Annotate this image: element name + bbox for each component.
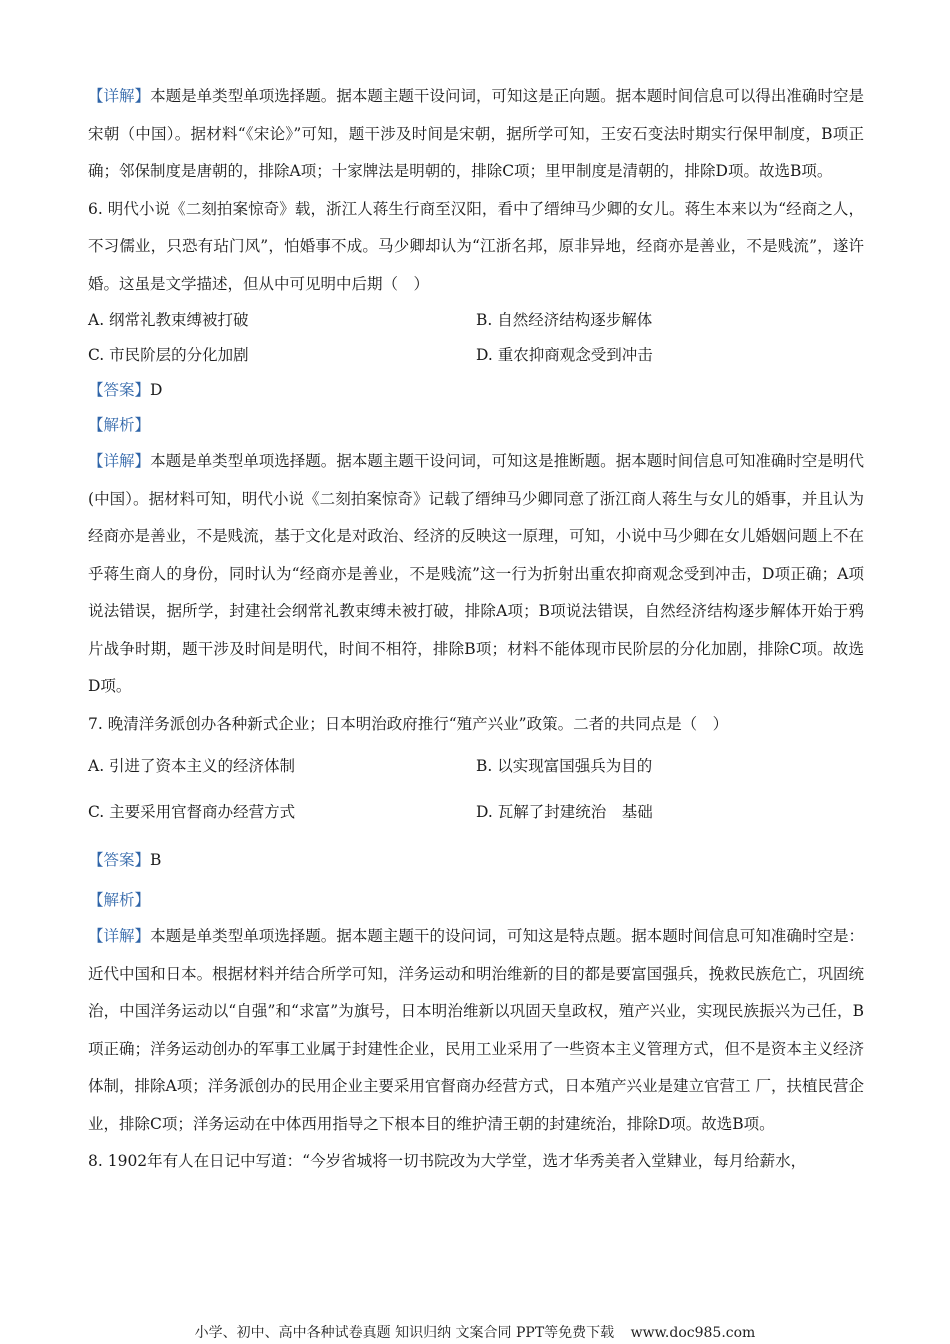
- q7-stem: 7. 晚清洋务派创办各种新式企业；日本明治政府推行“殖产兴业”政策。二者的共同点是（ ）: [88, 714, 729, 733]
- footer-link[interactable]: www.doc985.com: [630, 1325, 756, 1341]
- answer-value: D: [150, 381, 163, 399]
- option-c: C. 市民阶层的分化加剧: [88, 346, 249, 364]
- detail-tag: 【详解】: [88, 452, 151, 470]
- q6-analysis-tag: 【解析】: [88, 416, 151, 434]
- detail-tag: 【详解】: [88, 87, 151, 105]
- detail-text: 本题是单类型单项选择题。据本题主题干设问词，可知这是正向题。据本题时间信息可以得出准确时空是宋朝（中国）。据材料“《宋论》”可知，题干涉及时间是宋朝，据所学可知，王安石变法时期实行保甲制度，B项正确；邻保制度是唐朝的，排除A项；十家牌法是明朝的，排除C项；里甲制度是清朝的，排除D项。故选B项。: [88, 87, 864, 180]
- q6-answer: [88, 373, 864, 408]
- q7-answer: [88, 837, 864, 883]
- option-c: C. 主要采用官督商办经营方式: [88, 803, 296, 821]
- option-d: D. 重农抑商观念受到冲击: [476, 346, 653, 364]
- page-content: [88, 78, 864, 1181]
- detail-tag: 【详解】: [88, 927, 151, 945]
- q6-stem: 6. 明代小说《二刻拍案惊奇》载，浙江人蒋生行商至汉阳，看中了缙绅马少卿的女儿。蒋生本来以为“经商之人，不习儒业，只恐有玷门风”，怕婚事不成。马少卿却认为“江浙名邦，原非异地，经商亦是善业，不是贱流”，遂许婚。这虽是文学描述，但从中可见明中后期（ ）: [88, 199, 864, 293]
- q6-options: [88, 303, 864, 373]
- option-b: B. 以实现富国强兵为目的: [476, 757, 653, 775]
- q8-stem: 8. 1902年有人在日记中写道：“今岁省城将一切书院改为大学堂，选才华秀美者入堂肄业，每月给薪水，: [88, 1152, 807, 1170]
- q5-detail: [88, 78, 864, 191]
- option-b: B. 自然经济结构逐步解体: [476, 311, 653, 329]
- footer-text: 小学、初中、高中各种试卷真题 知识归纳 文案合同 PPT等免费下载: [194, 1325, 615, 1341]
- q6-detail: [88, 443, 864, 706]
- q7-detail: [88, 918, 864, 1143]
- page-footer: [0, 1322, 950, 1342]
- detail-text: 本题是单类型单项选择题。据本题主题干的设问词，可知这是特点题。据本题时间信息可知准确时空是：近代中国和日本。根据材料并结合所学可知，洋务运动和明治维新的目的都是要富国强兵，挽救民族危亡，巩固统治，中国洋务运动以“自强”和“求富”为旗号，日本明治维新以巩固天皇政权，殖产兴业，实现民族振兴为己任，B项正确；洋务运动创办的军事工业属于封建性企业，民用工业采用了一些资本主义管理方式，但不是资本主义经济体制，排除A项；洋务派创办的民用企业主要采用官督商办经营方式，日本殖产兴业是建立官营工 厂，扶植民营企业，排除C项；洋务运动在中体西用指导之下根本目的维护清王朝的封建统治，排除D项。故选B项。: [88, 927, 864, 1133]
- answer-tag: 【答案】: [88, 851, 151, 869]
- q7-analysis-tag: 【解析】: [88, 891, 151, 909]
- detail-text: 本题是单类型单项选择题。据本题主题干设问词，可知这是推断题。据本题时间信息可知准确时空是明代(中国）。据材料可知，明代小说《二刻拍案惊奇》记载了缙绅马少卿同意了浙江商人蒋生与女儿的婚事，并且认为经商亦是善业，不是贱流，基于文化是对政治、经济的反映这一原理，可知，小说中马少卿在女儿婚姻问题上不在乎蒋生商人的身份，同时认为“经商亦是善业，不是贱流”这一行为折射出重农抑商观念受到冲击，D项正确；A项说法错误，据所学，封建社会纲常礼教束缚未被打破，排除A项；B项说法错误，自然经济结构逐步解体开始于鸦片战争时期，题干涉及时间是明代，时间不相符，排除B项；材料不能体现市民阶层的分化加剧，排除C项。故选D项。: [88, 452, 864, 695]
- answer-tag: 【答案】: [88, 381, 151, 399]
- q7-options: [88, 743, 864, 835]
- option-a: A. 引进了资本主义的经济体制: [88, 757, 296, 775]
- option-d: D. 瓦解了封建统治 基础: [476, 803, 653, 821]
- option-a: A. 纲常礼教束缚被打破: [88, 311, 249, 329]
- answer-value: B: [150, 851, 162, 869]
